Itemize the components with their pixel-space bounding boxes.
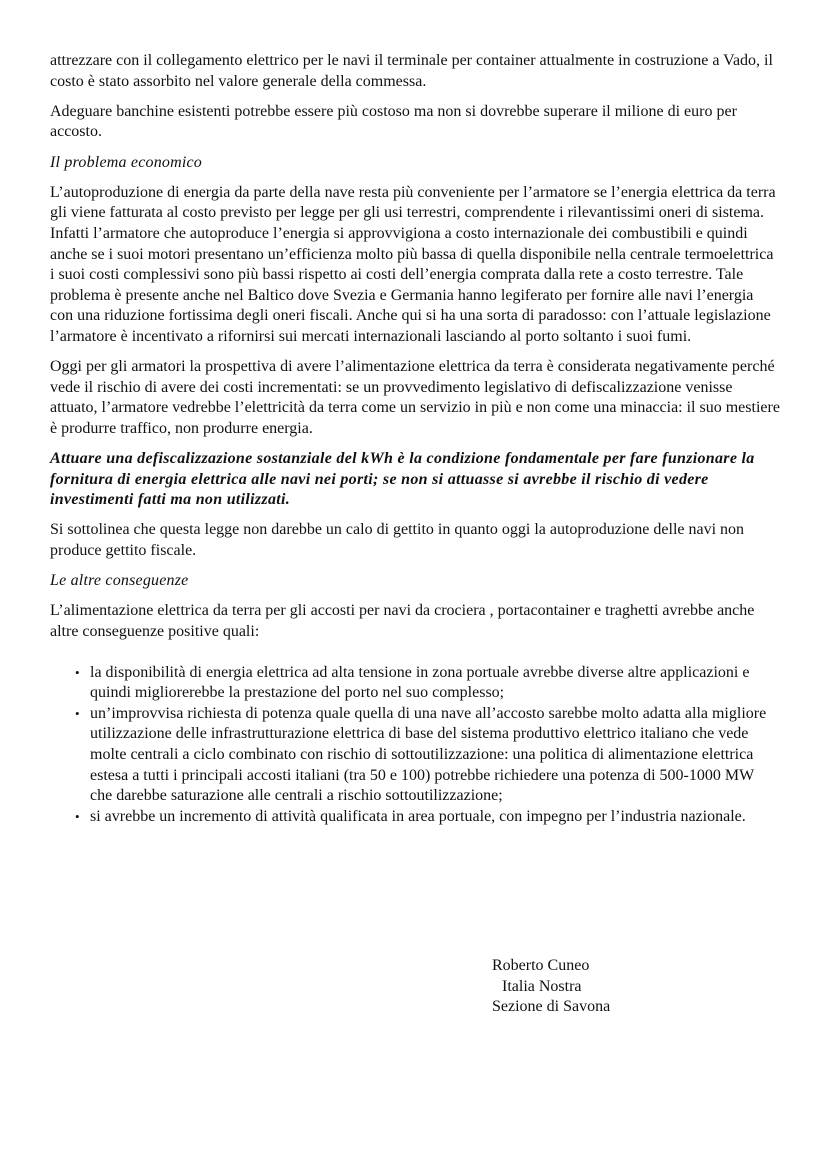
emphasis-statement: Attuare una defiscalizzazione sostanziale del kWh è la condizione fondamentale per fare funzionare la fornitura di energia elettrica alle navi nei porti; se non si attuasse si avrebbe il rischio di vedere investimenti fatti ma non utilizzati.	[50, 450, 755, 509]
bullet-icon: •	[75, 664, 80, 680]
list-item-text: un’improvvisa richiesta di potenza quale quella di una nave all’accosto sarebbe molto adatta alla migliore utilizzazione delle infrastrutturazione elettrica di base del sistema produttivo elettrico italiano che vede molte centrali a ciclo combinato con rischio di sottoutilizzazione: una politica di alimentazione elettrica estesa a tutti i principali accosti italiani (tra 50 e 100) potrebbe richiedere una potenza di 500-1000 MW che darebbe saturazione alle centrali a rischio sottoutilizzazione;	[90, 704, 767, 805]
paragraph-container-terminal: attrezzare con il collegamento elettrico per le navi il terminale per container attualmente in costruzione a Vado, il costo è stato assorbito nel valore generale della commessa.	[50, 52, 773, 90]
paragraph-self-production: L’autoproduzione di energia da parte della nave resta più conveniente per l’armatore se l’energia elettrica da terra gli viene fatturata al costo previsto per legge per gli usi terrestri, comprendente i rilevantissimi oneri di sistema. Infatti l’armatore che autoproduce l’energia si approvvigiona a costo internazionale dei combustibili e quindi anche se i suoi motori presentano un’efficienza molto più bassa di quella disponibile nella centrale termoelettrica i suoi costi complessivi sono più bassi rispetto ai costi dell’energia comprata dalla rete a costo terrestre. Tale problema è presente anche nel Baltico dove Svezia e Germania hanno legiferato per fornire alle navi l’energia con una riduzione fortissima degli oneri fiscali. Anche qui si ha una sorta di paradosso: con l’attuale legislazione l’armatore è incentivato a rifornirsi sui mercati internazionali lasciando al porto soltanto i suoi fumi.	[50, 183, 776, 345]
signature-name: Roberto Cuneo	[492, 957, 590, 974]
list-item	[50, 704, 780, 807]
list-item	[50, 807, 780, 828]
bullet-icon: •	[75, 705, 80, 721]
paragraph-shipowners-outlook: Oggi per gli armatori la prospettiva di avere l’alimentazione elettrica da terra è considerata negativamente perché vede il rischio di avere dei costi incrementati: se un provvedimento legislativo di defiscalizzazione venisse attuato, l’armatore vedrebbe l’elettricità da terra come un servizio in più e non come una minaccia: il suo mestiere è produrre traffico, non produrre energia.	[50, 358, 780, 437]
consequences-list	[50, 663, 780, 828]
bullet-icon: •	[75, 808, 80, 824]
list-item	[50, 663, 780, 704]
list-item-text: la disponibilità di energia elettrica ad alta tensione in zona portuale avrebbe diverse altre applicazioni e quindi migliorerebbe la prestazione del porto nel suo complesso;	[90, 663, 750, 702]
paragraph-tax-revenue: Si sottolinea che questa legge non darebbe un calo di gettito in quanto oggi la autoproduzione delle navi non produce gettito fiscale.	[50, 521, 745, 560]
signature-block	[492, 956, 610, 1018]
signature-section: Sezione di Savona	[492, 998, 611, 1016]
paragraph-existing-docks: Adeguare banchine esistenti potrebbe essere più costoso ma non si dovrebbe superare il milione di euro per accosto.	[50, 102, 737, 141]
document-body	[50, 51, 780, 827]
list-item-text: si avrebbe un incremento di attività qualificata in area portuale, con impegno per l’industria nazionale.	[90, 807, 746, 825]
section-heading-other-consequences: Le altre conseguenze	[50, 572, 189, 590]
paragraph-consequences-intro: L’alimentazione elettrica da terra per gli accosti per navi da crociera , portacontainer e traghetti avrebbe anche altre conseguenze positive quali:	[50, 602, 755, 640]
signature-organization: Italia Nostra	[502, 977, 582, 995]
section-heading-economic-problem: Il problema economico	[50, 153, 203, 171]
